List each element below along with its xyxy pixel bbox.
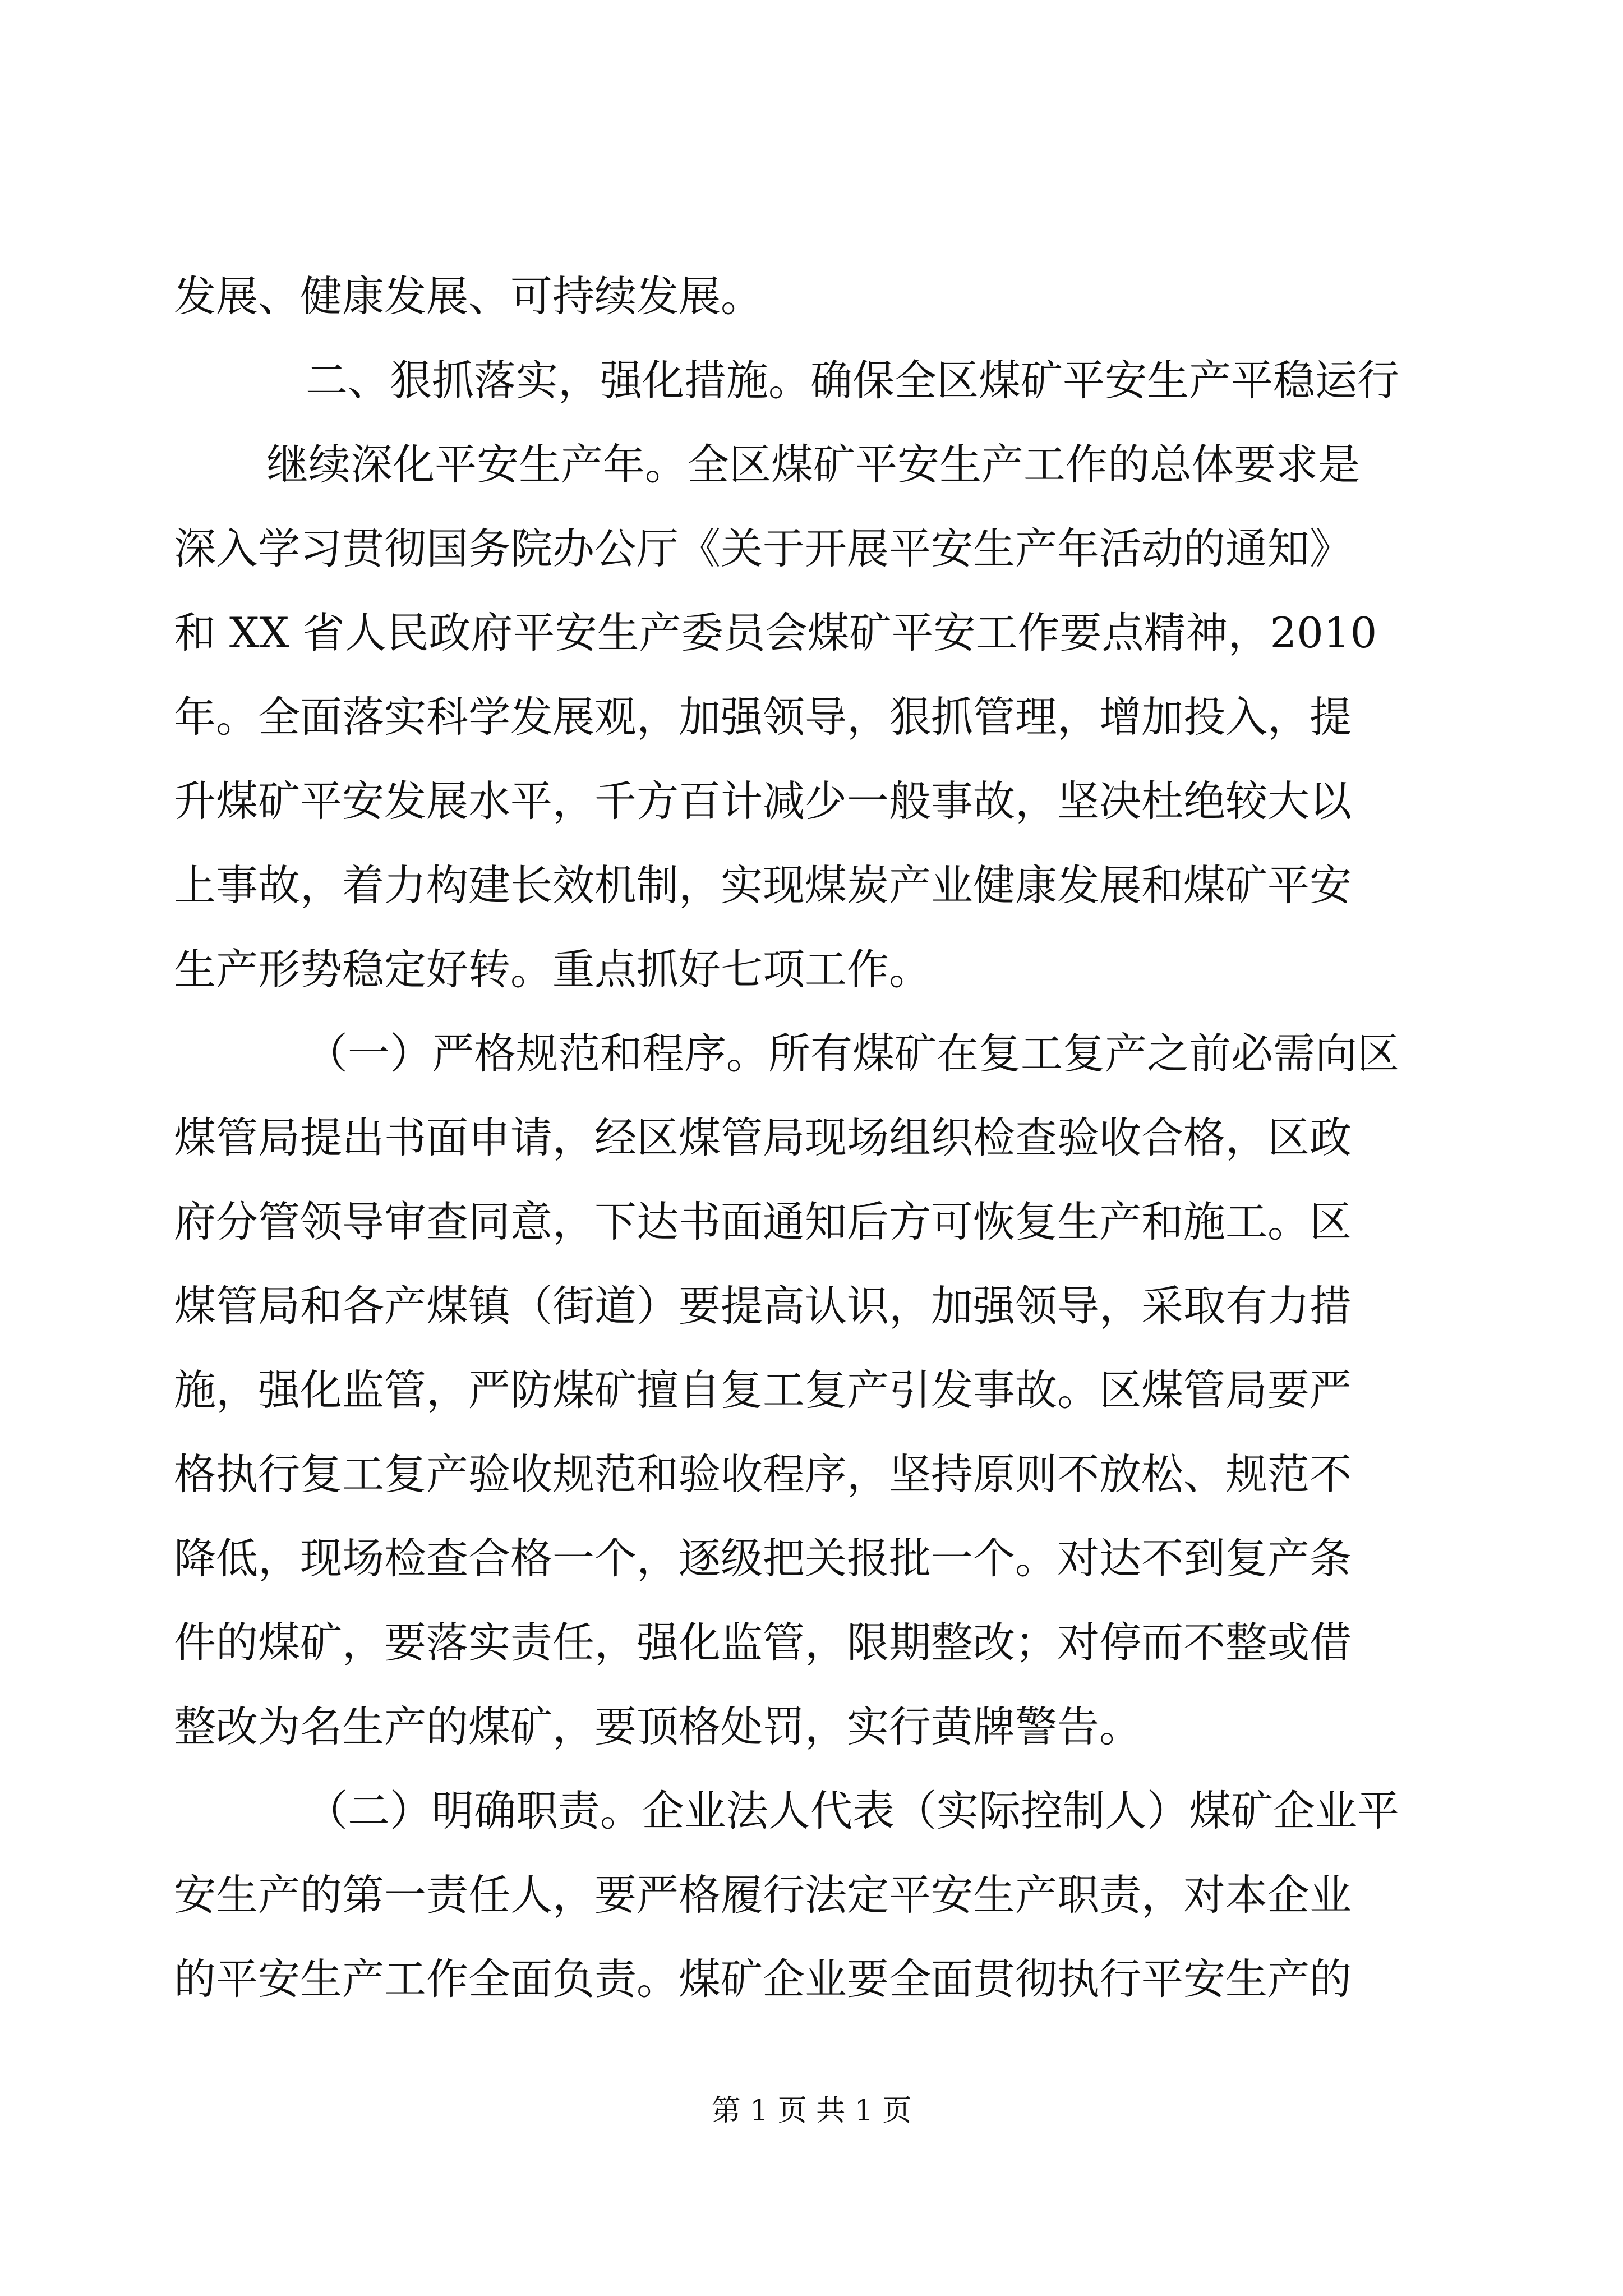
paragraph-first-line: （一）严格规范和程序。所有煤矿在复工复产之前必需向区 xyxy=(306,1029,1400,1078)
text-line: 件的煤矿，要落实责任，强化监管，限期整改；对停而不整或借 xyxy=(174,1618,1352,1667)
text-line: 府分管领导审查同意，下达书面通知后方可恢复生产和施工。区 xyxy=(174,1197,1352,1246)
section-heading: 二、狠抓落实，强化措施。确保全区煤矿平安生产平稳运行 xyxy=(306,356,1400,405)
text-line: 发展、健康发展、可持续发展。 xyxy=(174,272,763,321)
text-line: 深入学习贯彻国务院办公厅《关于开展平安生产年活动的通知》 xyxy=(174,524,1352,573)
paragraph-first-line: 继续深化平安生产年。全区煤矿平安生产工作的总体要求是 xyxy=(266,440,1361,489)
text-line: 生产形势稳定好转。重点抓好七项工作。 xyxy=(174,945,932,994)
text-line: 年。全面落实科学发展观，加强领导，狠抓管理，增加投入，提 xyxy=(174,692,1352,742)
text-line: 煤管局和各产煤镇（街道）要提高认识，加强领导，采取有力措 xyxy=(174,1281,1352,1331)
text-line: 降低，现场检查合格一个，逐级把关报批一个。对达不到复产条 xyxy=(174,1534,1352,1583)
text-line: 上事故，着力构建长效机制，实现煤炭产业健康发展和煤矿平安 xyxy=(174,861,1352,910)
paragraph-first-line: （二）明确职责。企业法人代表（实际控制人）煤矿企业平 xyxy=(306,1786,1400,1835)
text-line: 整改为名生产的煤矿，要顶格处罚，实行黄牌警告。 xyxy=(174,1702,1142,1751)
page-number-footer: 第 1 页 共 1 页 xyxy=(711,2094,912,2128)
text-line: 的平安生产工作全面负责。煤矿企业要全面贯彻执行平安生产的 xyxy=(174,1954,1352,2004)
text-line: 煤管局提出书面申请，经区煤管局现场组织检查验收合格，区政 xyxy=(174,1113,1352,1162)
text-line: 施，强化监管，严防煤矿擅自复工复产引发事故。区煤管局要严 xyxy=(174,1365,1352,1415)
text-line: 安生产的第一责任人，要严格履行法定平安生产职责，对本企业 xyxy=(174,1870,1352,1920)
text-line: 和 XX 省人民政府平安生产委员会煤矿平安工作要点精神，2010 xyxy=(174,608,1377,657)
text-line: 升煤矿平安发展水平，千方百计减少一般事故，坚决杜绝较大以 xyxy=(174,776,1352,826)
text-line: 格执行复工复产验收规范和验收程序，坚持原则不放松、规范不 xyxy=(174,1450,1352,1499)
